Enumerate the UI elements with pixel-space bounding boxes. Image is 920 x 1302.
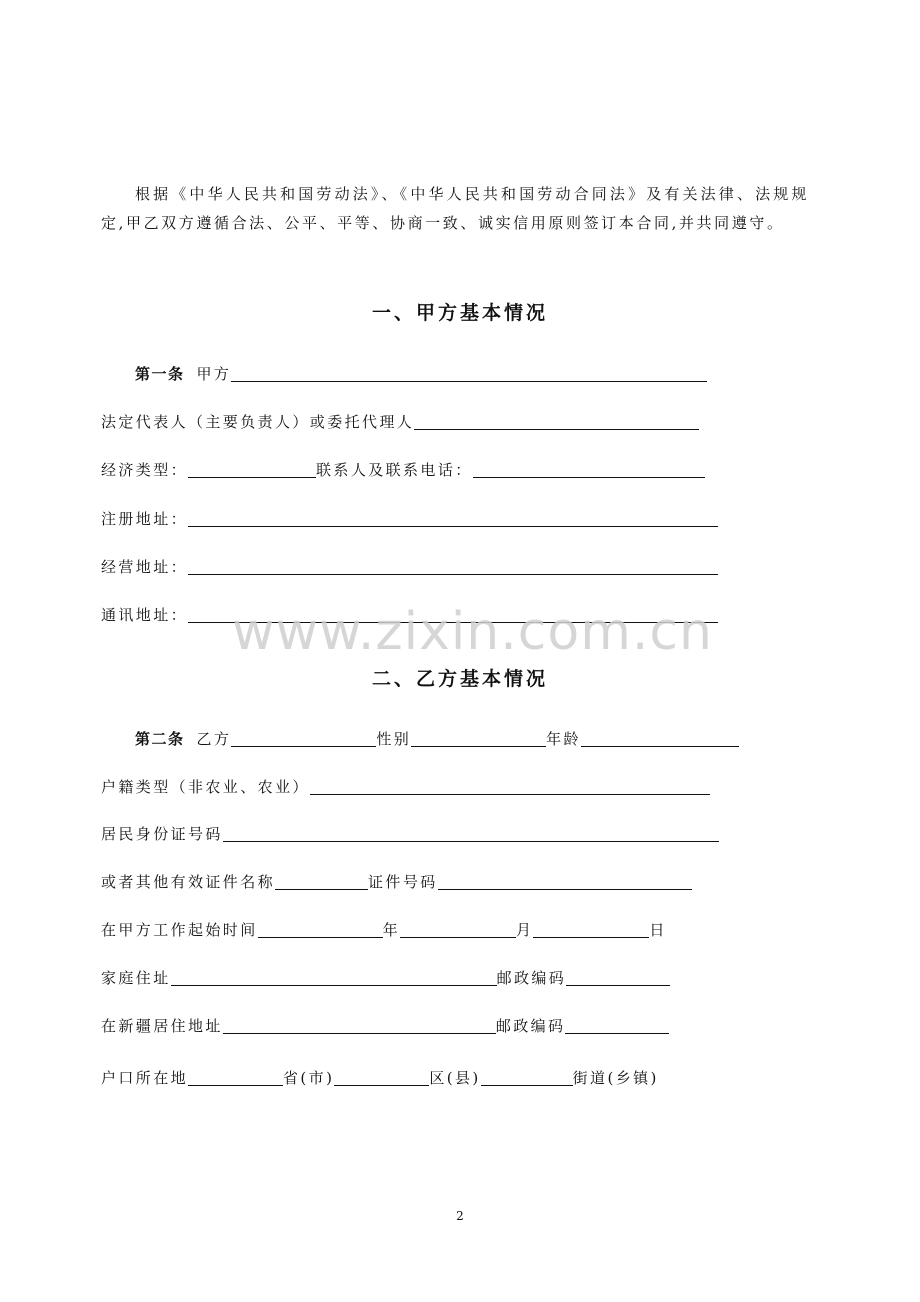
hukou-location-label: 户口所在地: [101, 1069, 189, 1087]
hukou-type-label: 户籍类型（非农业、农业）: [101, 778, 310, 796]
econ-type-field[interactable]: [188, 459, 316, 478]
page-number: 2: [456, 1209, 464, 1223]
party-b-name-field[interactable]: [231, 728, 376, 747]
street-field[interactable]: [481, 1067, 573, 1086]
section-heading-party-a: 一、甲方基本情况: [371, 302, 548, 324]
party-a-label: 甲方: [196, 365, 232, 383]
mail-address-label: 通讯地址：: [101, 606, 189, 624]
start-date-label: 在甲方工作起始时间: [101, 921, 258, 939]
legal-rep-row: [101, 410, 699, 432]
postcode-label: 邮政编码: [495, 1017, 566, 1035]
article-label: 第二条: [135, 730, 185, 748]
province-label: 省(市): [283, 1069, 335, 1087]
month-label: 月: [516, 921, 534, 939]
party-a-row: [135, 362, 707, 384]
province-field[interactable]: [188, 1067, 283, 1086]
postcode-label: 邮政编码: [496, 969, 567, 987]
legal-rep-label: 法定代表人（主要负责人）或委托代理人: [101, 413, 415, 431]
district-field[interactable]: [334, 1067, 429, 1086]
home-postcode-field[interactable]: [566, 967, 670, 986]
xinjiang-address-field[interactable]: [223, 1015, 496, 1034]
age-label: 年龄: [546, 730, 581, 748]
start-year-field[interactable]: [258, 919, 383, 938]
party-a-field[interactable]: [231, 363, 707, 382]
reg-address-field[interactable]: [188, 508, 718, 527]
xinjiang-address-row: [101, 1014, 669, 1036]
start-month-field[interactable]: [400, 919, 516, 938]
other-cert-name-field[interactable]: [275, 871, 368, 890]
party-b-label: 乙方: [196, 730, 232, 748]
day-label: 日: [649, 921, 667, 939]
contact-field[interactable]: [473, 459, 705, 478]
xinjiang-postcode-field[interactable]: [565, 1015, 669, 1034]
start-date-row: [101, 918, 667, 940]
biz-address-label: 经营地址：: [101, 558, 189, 576]
legal-rep-field[interactable]: [414, 411, 699, 430]
district-label: 区(县): [429, 1069, 481, 1087]
biz-address-field[interactable]: [188, 556, 718, 575]
home-address-row: [101, 966, 670, 988]
econ-type-label: 经济类型：: [101, 461, 189, 479]
home-address-field[interactable]: [171, 967, 497, 986]
contact-label: 联系人及联系电话：: [316, 461, 473, 479]
hukou-type-field[interactable]: [310, 776, 710, 795]
home-address-label: 家庭住址: [101, 969, 171, 987]
section-heading-party-b: 二、乙方基本情况: [371, 668, 548, 690]
year-label: 年: [382, 921, 401, 939]
cert-number-field[interactable]: [438, 871, 692, 890]
xinjiang-address-label: 在新疆居住地址: [101, 1017, 223, 1035]
article-label: 第一条: [135, 365, 185, 383]
intro-paragraph: 根据《中华人民共和国劳动法》、《中华人民共和国劳动合同法》及有关法律、法规规定,甲乙双方遵循合法、公平、平等、协商一致、诚实信用原则签订本合同,并共同遵守。: [101, 185, 809, 232]
id-number-row: [101, 822, 719, 844]
econ-type-row: [101, 458, 705, 480]
street-label: 街道(乡镇): [572, 1069, 659, 1087]
other-cert-name-label: 或者其他有效证件名称: [101, 873, 276, 891]
reg-address-row: [101, 507, 718, 529]
start-day-field[interactable]: [533, 919, 649, 938]
hukou-location-row: [101, 1066, 659, 1088]
id-number-field[interactable]: [223, 823, 719, 842]
hukou-type-row: [101, 775, 710, 797]
gender-label: 性别: [376, 730, 412, 748]
reg-address-label: 注册地址：: [101, 510, 189, 528]
id-number-label: 居民身份证号码: [101, 825, 223, 843]
watermark: www.zixin.com.cn: [232, 602, 713, 662]
age-field[interactable]: [581, 728, 739, 747]
gender-field[interactable]: [411, 728, 546, 747]
party-b-row: [135, 727, 739, 749]
biz-address-row: [101, 555, 718, 577]
other-cert-row: [101, 870, 692, 892]
cert-number-label: 证件号码: [368, 873, 438, 891]
